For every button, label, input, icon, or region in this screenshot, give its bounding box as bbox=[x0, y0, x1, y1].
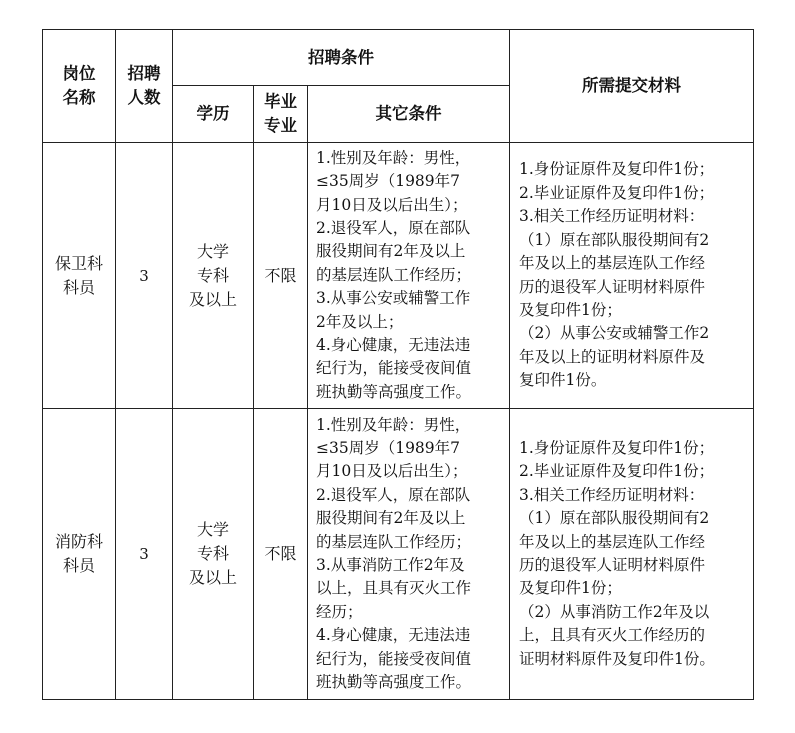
text-line: 2.退役军人，原在部队 bbox=[316, 485, 471, 504]
text-line: 班执勤等高强度工作。 bbox=[316, 673, 472, 692]
materials-list bbox=[510, 156, 753, 394]
text-line: 经历； bbox=[316, 602, 363, 621]
header-headcount: 招聘 人数 bbox=[116, 30, 173, 143]
text-line: 班执勤等高强度工作。 bbox=[316, 382, 472, 401]
text-line: （2）从事消防工作2年及以 bbox=[519, 602, 710, 621]
text-line: 及复印件1份； bbox=[519, 579, 622, 598]
header-other-conditions: 其它条件 bbox=[308, 86, 510, 143]
text-line: 历的退役军人证明材料原件 bbox=[519, 556, 706, 574]
text-line: 4.身心健康，无违法违 bbox=[316, 336, 471, 355]
text-line: （1）原在部队服役期间有2 bbox=[519, 230, 710, 249]
education-cell: 大学 专科 及以上 bbox=[173, 143, 254, 409]
header-materials: 所需提交材料 bbox=[510, 30, 754, 143]
header-position-name: 岗位 名称 bbox=[43, 30, 116, 143]
other-conditions-cell bbox=[308, 409, 510, 700]
position-cell: 消防科 科员 bbox=[43, 409, 116, 700]
text-line: 月10日及以后出生）； bbox=[316, 195, 468, 214]
text-line: 服役期间有2年及以上 bbox=[316, 509, 466, 528]
text-line: 1.身份证原件及复印件1份； bbox=[519, 438, 715, 457]
text-line: 的基层连队工作经历； bbox=[316, 532, 472, 551]
text-line: （1）原在部队服役期间有2 bbox=[519, 509, 710, 528]
text-line: 2年及以上； bbox=[316, 312, 404, 331]
text-line: 2.毕业证原件及复印件1份； bbox=[519, 462, 715, 481]
materials-list bbox=[510, 435, 753, 673]
materials-cell bbox=[510, 143, 754, 409]
text-line: 的基层连队工作经历； bbox=[316, 265, 472, 284]
education-cell: 大学 专科 及以上 bbox=[173, 409, 254, 700]
text-line: ≤35周岁（1989年7 bbox=[316, 172, 461, 191]
text-line: 3.从事消防工作2年及 bbox=[316, 556, 465, 574]
text-line: 4.身心健康，无违法违 bbox=[316, 626, 471, 645]
text-line: 2.退役军人，原在部队 bbox=[316, 218, 471, 237]
text-line: 服役期间有2年及以上 bbox=[316, 242, 466, 261]
text-line: 1.性别及年龄：男性， bbox=[316, 148, 471, 167]
text-line: 月10日及以后出生）； bbox=[316, 462, 468, 481]
text-line: 1.性别及年龄：男性， bbox=[316, 415, 471, 434]
text-line: 年及以上的证明材料原件及 bbox=[519, 347, 706, 366]
text-line: 历的退役军人证明材料原件 bbox=[519, 277, 706, 296]
header-major: 毕业 专业 bbox=[254, 86, 308, 143]
header-row-1 bbox=[43, 30, 754, 86]
other-conditions-cell bbox=[308, 143, 510, 409]
text-line: （2）从事公安或辅警工作2 bbox=[519, 324, 710, 343]
text-line: 复印件1份。 bbox=[519, 371, 607, 390]
position-cell: 保卫科 科员 bbox=[43, 143, 116, 409]
text-line: 年及以上的基层连队工作经 bbox=[519, 532, 706, 551]
text-line: 年及以上的基层连队工作经 bbox=[519, 254, 706, 273]
text-line: 3.从事公安或辅警工作 bbox=[316, 289, 471, 308]
text-line: 3.相关工作经历证明材料： bbox=[519, 485, 705, 504]
table-row bbox=[43, 143, 754, 409]
header-conditions: 招聘条件 bbox=[173, 30, 510, 86]
other-conditions-list bbox=[308, 145, 509, 406]
other-conditions-list bbox=[308, 412, 509, 697]
text-line: 上，且具有灭火工作经历的 bbox=[519, 626, 706, 645]
text-line: 1.身份证原件及复印件1份； bbox=[519, 160, 715, 179]
headcount-cell: 3 bbox=[116, 409, 173, 700]
materials-cell bbox=[510, 409, 754, 700]
text-line: 2.毕业证原件及复印件1份； bbox=[519, 183, 715, 202]
text-line: 证明材料原件及复印件1份。 bbox=[519, 649, 715, 668]
text-line: 3.相关工作经历证明材料： bbox=[519, 207, 705, 226]
major-cell: 不限 bbox=[254, 409, 308, 700]
table-row bbox=[43, 409, 754, 700]
text-line: 纪行为，能接受夜间值 bbox=[316, 649, 472, 668]
text-line: 及复印件1份； bbox=[519, 300, 622, 319]
text-line: 以上，且具有灭火工作 bbox=[316, 579, 472, 598]
major-cell: 不限 bbox=[254, 143, 308, 409]
text-line: ≤35周岁（1989年7 bbox=[316, 438, 461, 457]
recruitment-table bbox=[42, 29, 754, 700]
text-line: 纪行为，能接受夜间值 bbox=[316, 359, 472, 378]
header-education: 学历 bbox=[173, 86, 254, 143]
headcount-cell: 3 bbox=[116, 143, 173, 409]
